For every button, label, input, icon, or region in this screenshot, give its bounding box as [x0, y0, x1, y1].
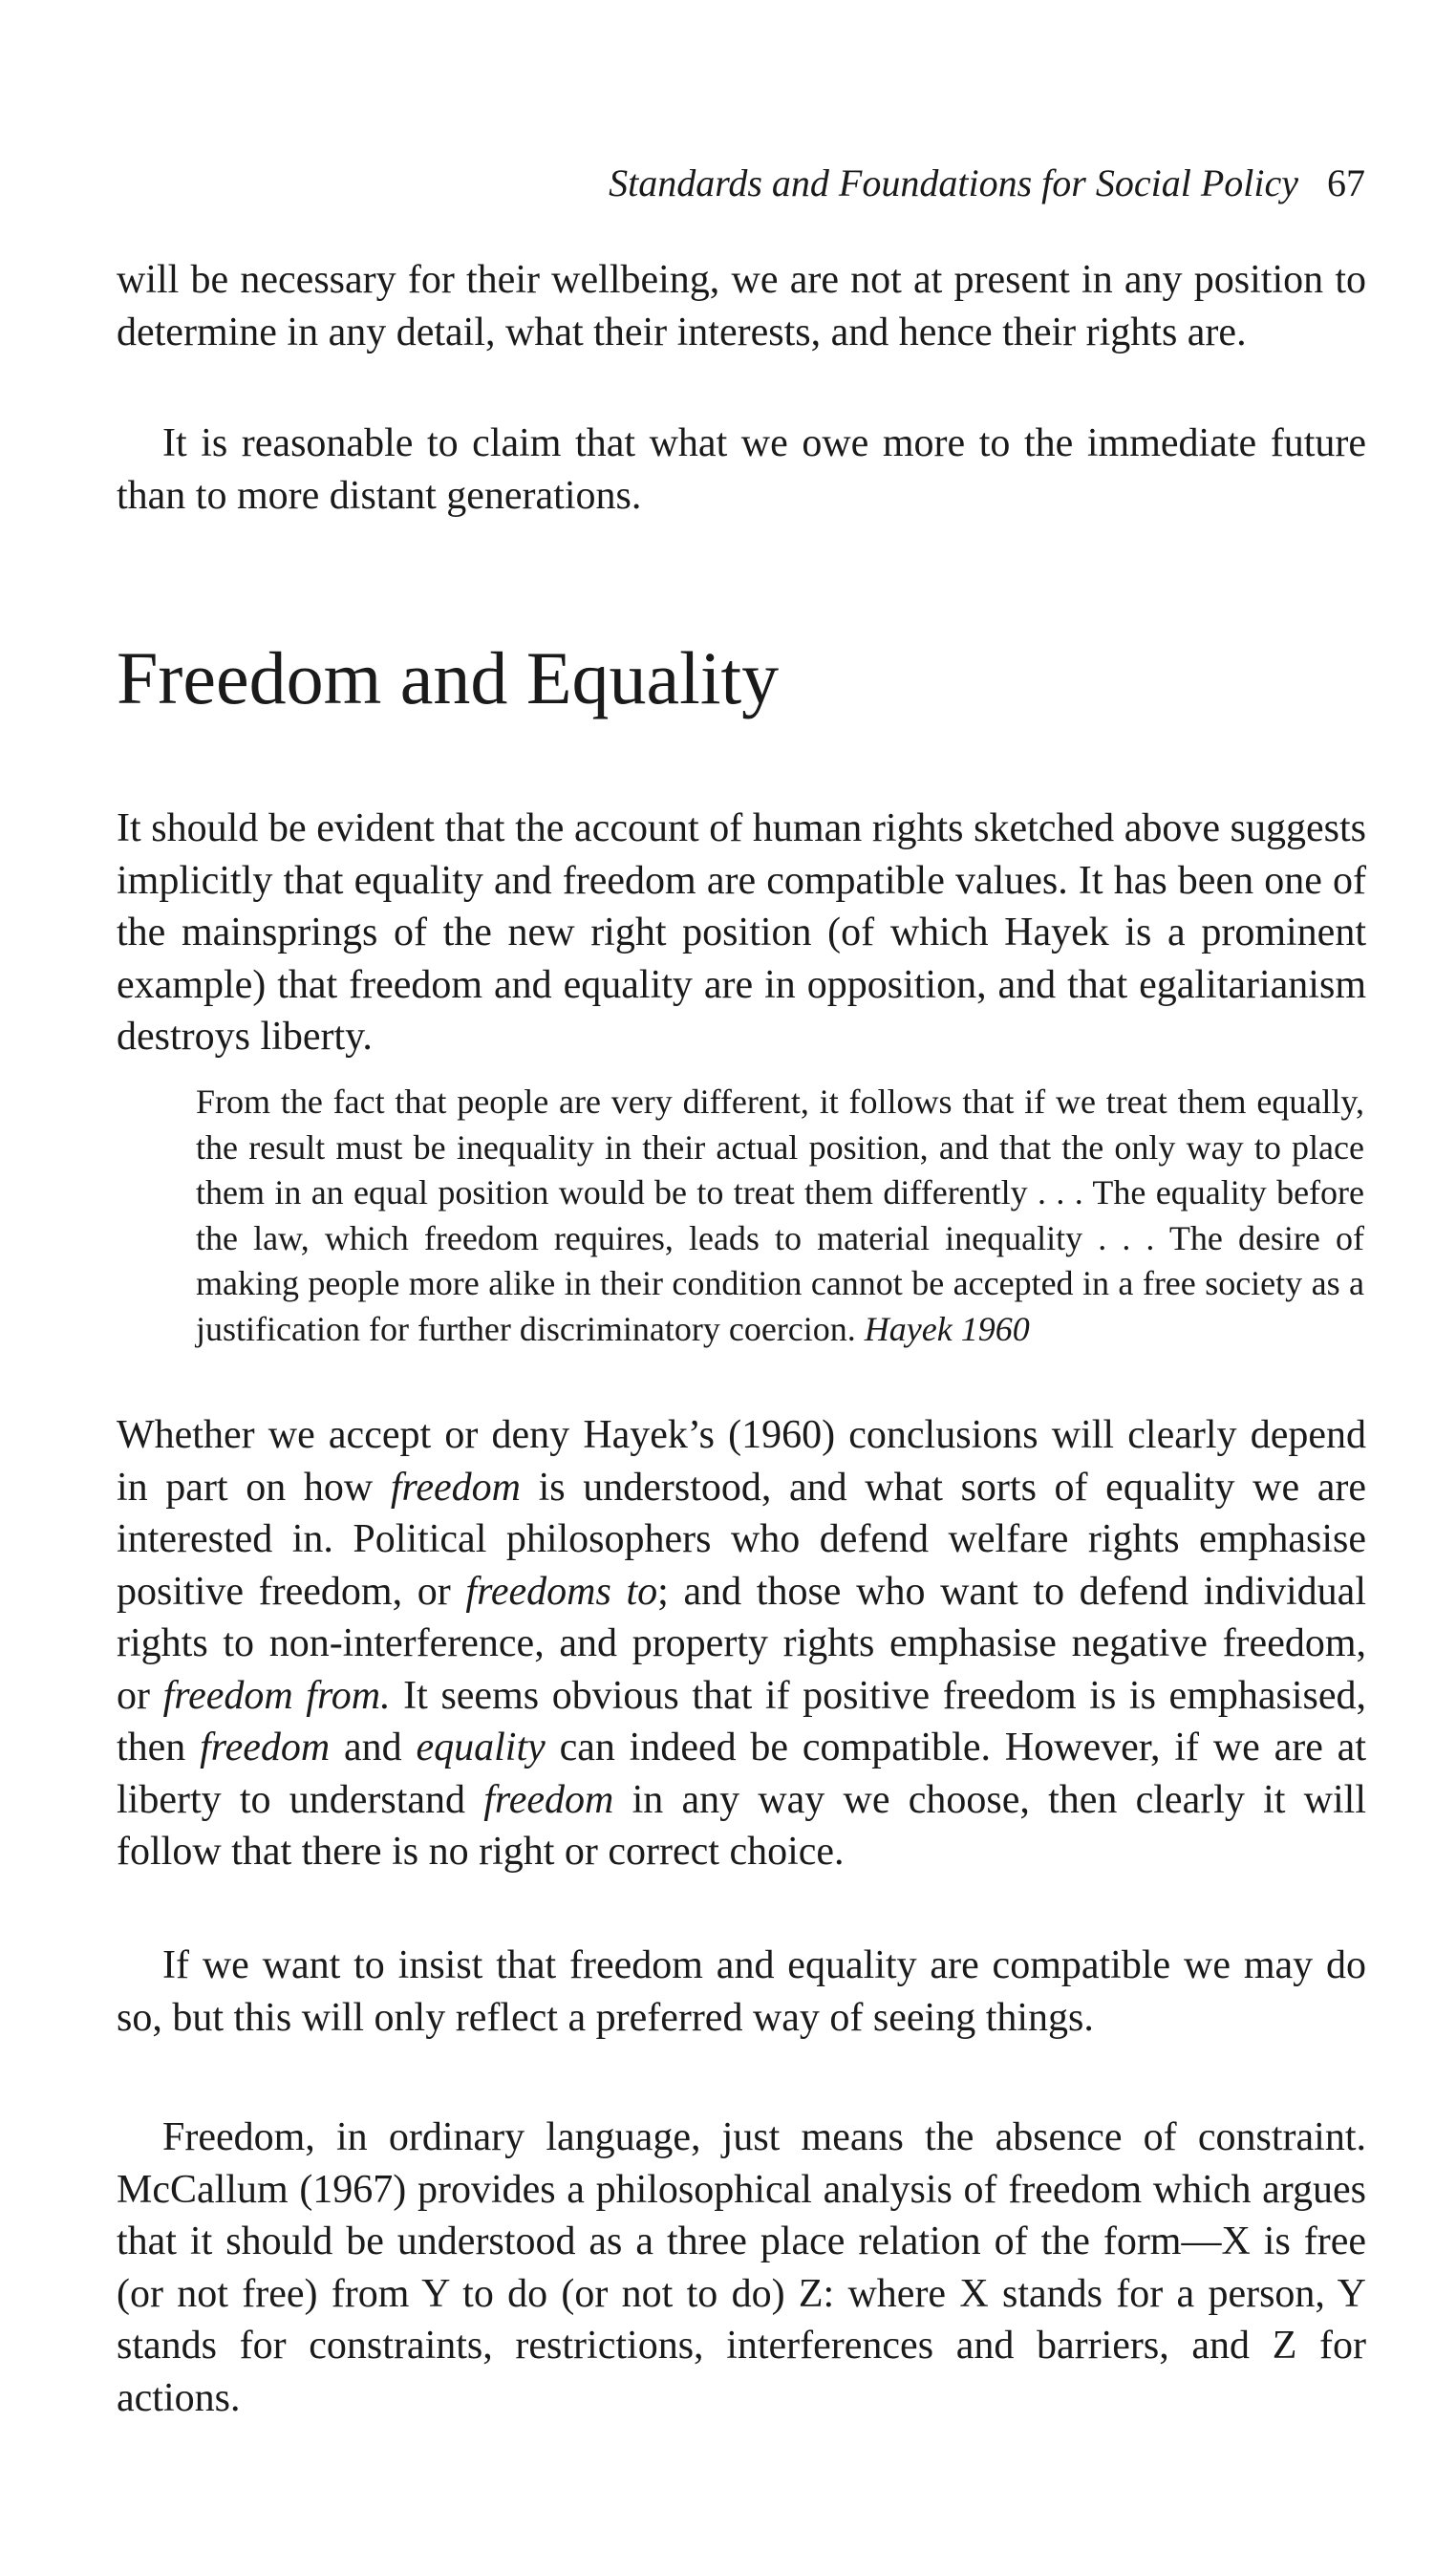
p4-emphasis-4: freedom — [200, 1726, 331, 1769]
block-quote — [196, 1080, 1364, 1352]
p4-text-7: in any way we choose, then clearly it will follow that there is no right or correct choice. — [117, 1777, 1366, 1874]
paragraph-block-3 — [117, 803, 1366, 1063]
section-heading: Freedom and Equality — [117, 636, 780, 719]
p4-emphasis-3: freedom from. — [162, 1673, 391, 1718]
paragraph-1: will be necessary for their wellbeing, we are not at present in any position to determine in any detail, what their interests, and hence their rights are. — [117, 258, 1366, 354]
paragraph-3: It should be evident that the account of human rights sketched above suggests implicitly that equality and freedom are compatible values. It has been one of the mainsprings of the new right position (of which Hayek is a prominent example) that freedom and equality are in opposition, and that egalitarianism destroys liberty. — [117, 806, 1366, 1059]
paragraph-5: If we want to insist that freedom and equality are compatible we may do so, but this will only reflect a preferred way of seeing things. — [117, 1943, 1366, 2040]
paragraph-block-5 — [117, 1940, 1366, 2044]
paragraph-4 — [117, 1409, 1366, 1878]
paragraph-6: Freedom, in ordinary language, just means the absence of constraint. McCallum (1967) provides a philosophical analysis of freedom which argues that it should be understood as a three place relation of the form—X is free (or not free) from Y to do (or not to do) Z: where X stands for a person, Y stands for constraints, restrictions, interferences and barriers, and Z for actions. — [117, 2115, 1366, 2420]
paragraph-block-6 — [117, 2112, 1366, 2424]
p4-emphasis-1: freedom — [390, 1465, 521, 1510]
p4-emphasis-6: freedom — [483, 1777, 614, 1822]
paragraph-block-4 — [117, 1409, 1366, 1878]
page-number: 67 — [1327, 161, 1365, 204]
p4-text-1: Whether we accept or deny Hayek’s (1960) conclusions will clearly depend in part on how — [117, 1413, 1366, 1510]
p4-emphasis-5: equality — [416, 1726, 546, 1769]
block-quote-citation: Hayek 1960 — [864, 1309, 1030, 1348]
p4-emphasis-2: freedoms to — [465, 1569, 658, 1614]
p4-text-6: can indeed be compatible. However, if we are at liberty to understand — [117, 1726, 1366, 1822]
p4-text-4: It seems obvious that if positive freedom is is emphasised, then — [117, 1673, 1367, 1769]
running-head — [609, 161, 1365, 206]
block-quote-text: From the fact that people are very different, it follows that if we treat them equally, the result must be inequality in their actual position, and that the only way to place them in an equal position would be to treat them differently . . . The equality before the law, which freedom requires, leads to material inequality . . . The desire of making people more alike in their condition cannot be accepted in a free society as a justification for further discriminatory coercion. — [196, 1083, 1364, 1348]
p4-text-3: ; and those who want to defend individual rights to non-interference, and property rights emphasise negative freedom, or — [117, 1569, 1366, 1718]
paragraph-block-2 — [117, 418, 1366, 522]
p4-text-2: is understood, and what sorts of equality we are interested in. Political philosophers who defend welfare rights emphasise positive freedom, or — [117, 1465, 1366, 1614]
paragraph-continued — [117, 254, 1366, 358]
paragraph-2: It is reasonable to claim that what we owe more to the immediate future than to more distant generations. — [117, 421, 1366, 518]
running-head-title: Standards and Foundations for Social Policy — [609, 161, 1298, 204]
p4-text-5: and — [330, 1726, 417, 1769]
